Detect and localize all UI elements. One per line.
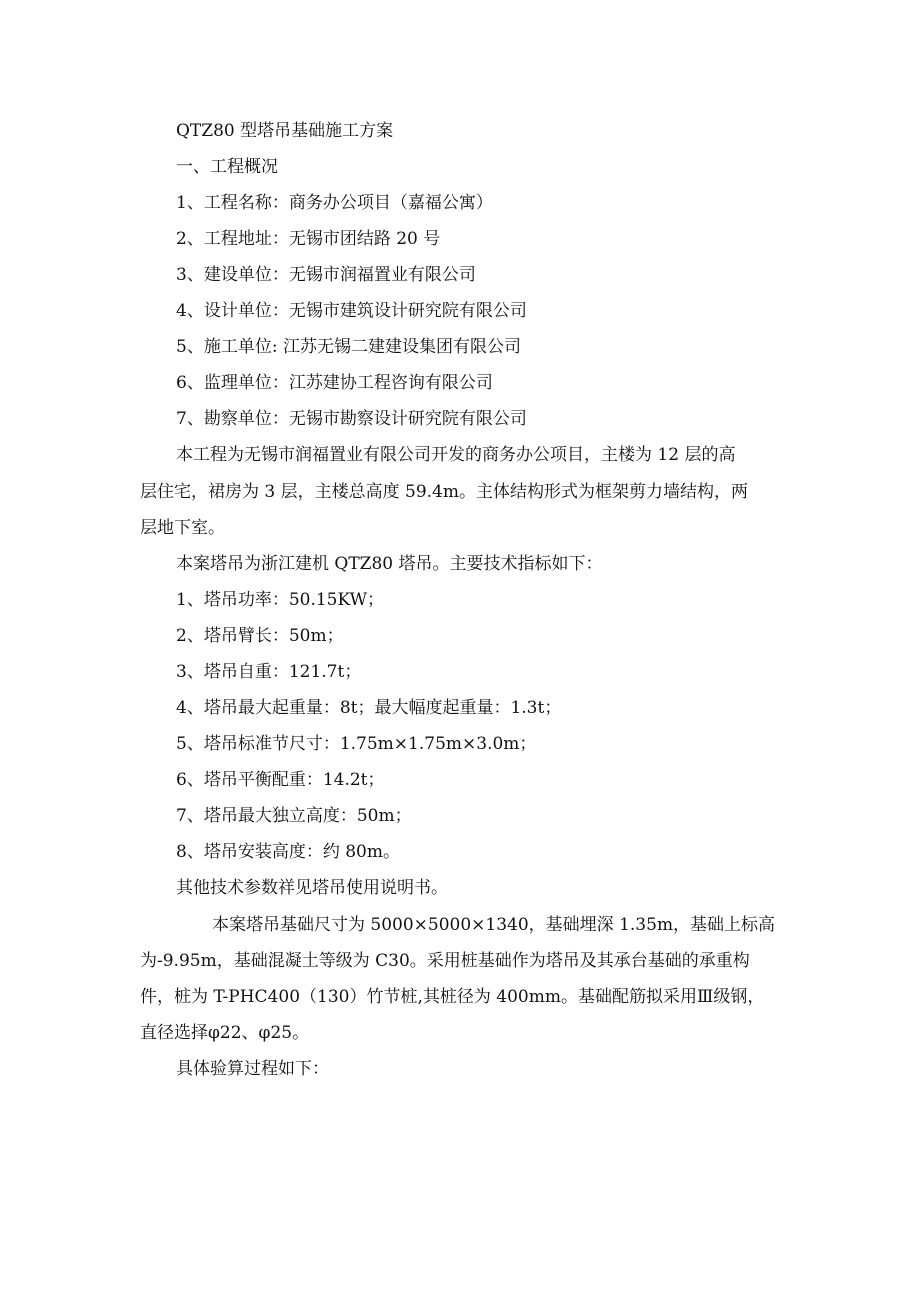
crane-spec-item: 5、塔吊标准节尺寸：1.75m×1.75m×3.0m； — [176, 734, 537, 754]
crane-spec-item: 8、塔吊安装高度：约 80m。 — [176, 842, 400, 862]
project-info-item: 2、工程地址：无锡市团结路 20 号 — [176, 229, 441, 249]
crane-spec-item: 2、塔吊臂长：50m； — [176, 626, 344, 646]
crane-spec-item: 7、塔吊最大独立高度：50m； — [176, 806, 412, 826]
document-title: QTZ80 型塔吊基础施工方案 — [176, 121, 394, 141]
other-params-note: 其他技术参数祥见塔吊使用说明书。 — [176, 878, 448, 898]
project-info-item: 5、施工单位: 江苏无锡二建建设集团有限公司 — [176, 337, 521, 357]
crane-spec-item: 4、塔吊最大起重量：8t；最大幅度起重量：1.3t； — [176, 698, 562, 718]
foundation-paragraph-line: 件，桩为 T-PHC400（130）竹节桩,其桩径为 400mm。基础配筋拟采用Ⅲ级钢， — [140, 987, 765, 1007]
crane-intro: 本案塔吊为浙江建机 QTZ80 塔吊。主要技术指标如下： — [176, 554, 603, 574]
project-info-item: 7、勘察单位：无锡市勘察设计研究院有限公司 — [176, 409, 527, 429]
foundation-paragraph-line: 为-9.95m，基础混凝土等级为 C30。采用桩基础作为塔吊及其承台基础的承重构 — [140, 951, 750, 971]
intro-paragraph-line: 层地下室。 — [140, 518, 225, 538]
foundation-paragraph-line: 直径选择φ22、φ25。 — [140, 1023, 310, 1043]
intro-paragraph-line: 本工程为无锡市润福置业有限公司开发的商务办公项目，主楼为 12 层的高 — [176, 445, 736, 465]
crane-spec-item: 1、塔吊功率：50.15KW； — [176, 590, 385, 610]
crane-spec-item: 3、塔吊自重：121.7t； — [176, 662, 362, 682]
section-heading: 一、工程概况 — [176, 157, 278, 177]
project-info-item: 1、工程名称：商务办公项目（嘉福公寓） — [176, 193, 493, 213]
foundation-paragraph-line: 本案塔吊基础尺寸为 5000×5000×1340，基础埋深 1.35m，基础上标高 — [212, 915, 776, 935]
project-info-item: 4、设计单位：无锡市建筑设计研究院有限公司 — [176, 301, 527, 321]
crane-spec-item: 6、塔吊平衡配重：14.2t； — [176, 770, 385, 790]
calculation-intro: 具体验算过程如下： — [176, 1059, 329, 1079]
project-info-item: 6、监理单位：江苏建协工程咨询有限公司 — [176, 373, 493, 393]
project-info-item: 3、建设单位：无锡市润福置业有限公司 — [176, 265, 476, 285]
intro-paragraph-line: 层住宅，裙房为 3 层，主楼总高度 59.4m。主体结构形式为框架剪力墙结构，两 — [140, 482, 748, 502]
